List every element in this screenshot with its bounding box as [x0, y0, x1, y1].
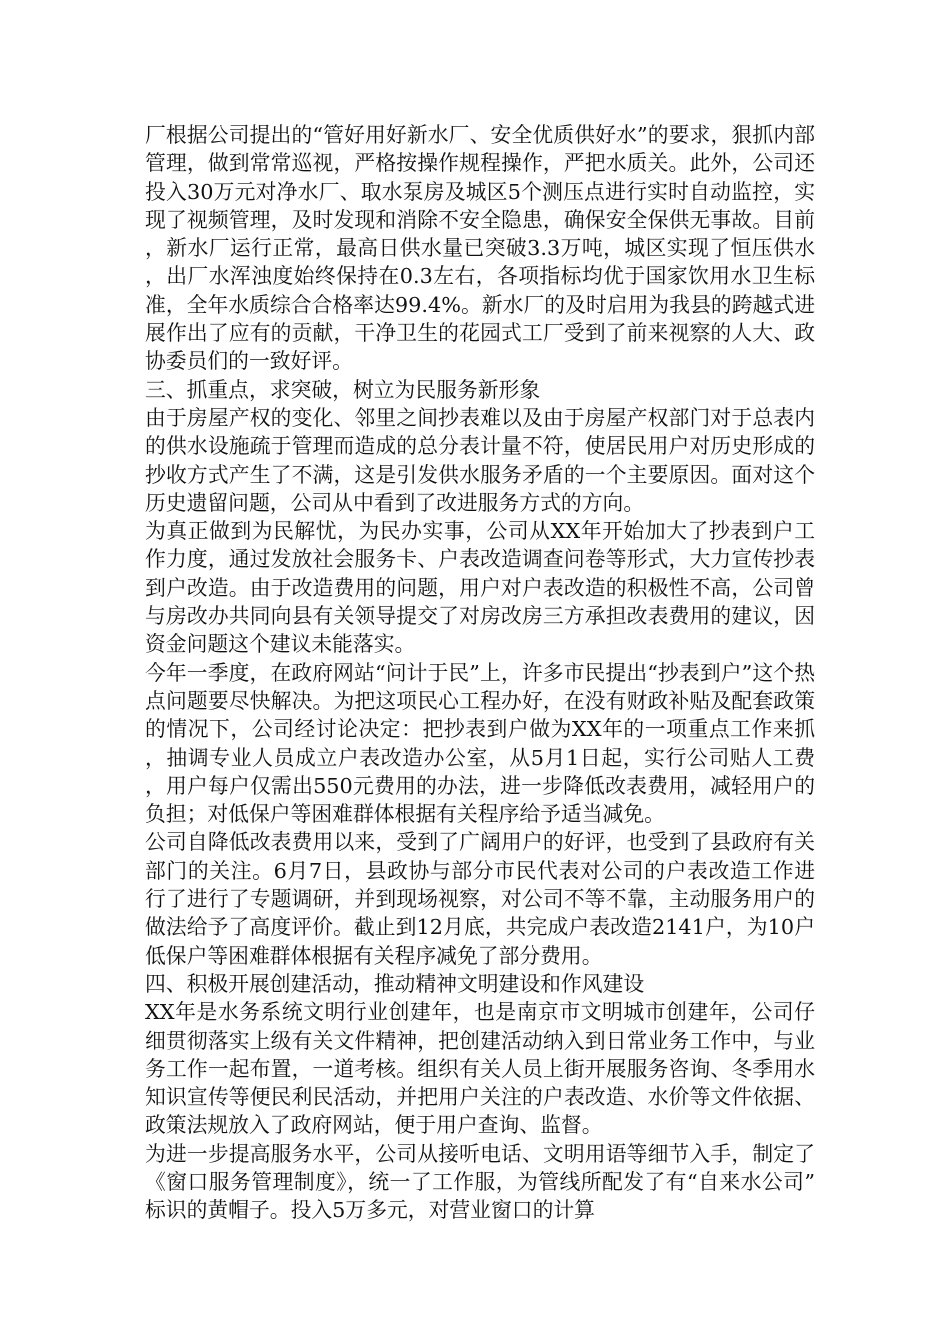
paragraph-first-quarter: 今年一季度，在政府网站“问计于民”上，许多市民提出“抄表到户”这个热点问题要尽快解决。为把这项民心工程办好，在没有财政补贴及配套政策的情况下，公司经讨论决定：把抄表到户做为XX年的一项重点工作来抓，抽调专业人员成立户表改造办公室，从5月1日起，实行公司贴人工费，用户每户仅需出550元费用的办法，进一步降低改表费用，减轻用户的负担；对低保户等困难群体根据有关程序给予适当减免。: [145, 660, 815, 827]
paragraph-meter-to-household: 为真正做到为民解忧，为民办实事，公司从XX年开始加大了抄表到户工作力度，通过发放社会服务卡、户表改造调查问卷等形式，大力宣传抄表到户改造。由于改造费用的问题，用户对户表改造的积极性不高，公司曾与房改办共同向县有关领导提交了对房改房三方承担改表费用的建议，因资金问题这个建议未能落实。: [145, 519, 815, 657]
paragraph-reduced-fees: 公司自降低改表费用以来，受到了广阔用户的好评，也受到了县政府有关部门的关注。6月7日，县政协与部分市民代表对公司的户表改造工作进行了进行了专题调研，并到现场视察，对公司不等不靠，主动服务用户的做法给予了高度评价。截止到12月底，共完成户表改造2141户，为10户低保户等困难群体根据有关程序减免了部分费用。: [145, 830, 815, 968]
paragraph-civilization-year: XX年是水务系统文明行业创建年，也是南京市文明城市创建年，公司仔细贯彻落实上级有关文件精神，把创建活动纳入到日常业务工作中，与业务工作一起布置，一道考核。组织有关人员上街开展服务咨询、冬季用水知识宣传等便民利民活动，并把用户关注的户表改造、水价等文件依据、政策法规放入了政府网站，便于用户查询、监督。: [145, 1000, 815, 1138]
paragraph-water-plant: 厂根据公司提出的“管好用好新水厂、安全优质供好水”的要求，狠抓内部管理，做到常常巡视，严格按操作规程操作，严把水质关。此外，公司还投入30万元对净水厂、取水泵房及城区5个测压点进行实时自动监控，实现了视频管理，及时发现和消除不安全隐患，确保安全保供无事故。目前，新水厂运行正常，最高日供水量已突破3.3万吨，城区实现了恒压供水，出厂水浑浊度始终保持在0.3左右，各项指标均优于国家饮用水卫生标准，全年水质综合合格率达99.4%。新水厂的及时启用为我县的跨越式进展作出了应有的贡献，干净卫生的花园式工厂受到了前来视察的人大、政协委员们的一致好评。: [145, 123, 815, 374]
paragraph-service-level: 为进一步提高服务水平，公司从接听电话、文明用语等细节入手，制定了《窗口服务管理制度》，统一了工作服，为管线所配发了有“自来水公司”标识的黄帽子。投入5万多元，对营业窗口的计算: [145, 1141, 815, 1223]
document-page: [145, 121, 815, 1225]
section-heading-3: 三、抓重点，求突破，树立为民服务新形象: [145, 377, 541, 402]
paragraph-property-rights: 由于房屋产权的变化、邻里之间抄表难以及由于房屋产权部门对于总表内的供水设施疏于管理而造成的总分表计量不符，使居民用户对历史形成的抄收方式产生了不满，这是引发供水服务矛盾的一个主要原因。面对这个历史遗留问题，公司从中看到了改进服务方式的方向。: [145, 405, 815, 515]
section-heading-4: 四、积极开展创建活动，推动精神文明建设和作风建设: [145, 971, 645, 996]
